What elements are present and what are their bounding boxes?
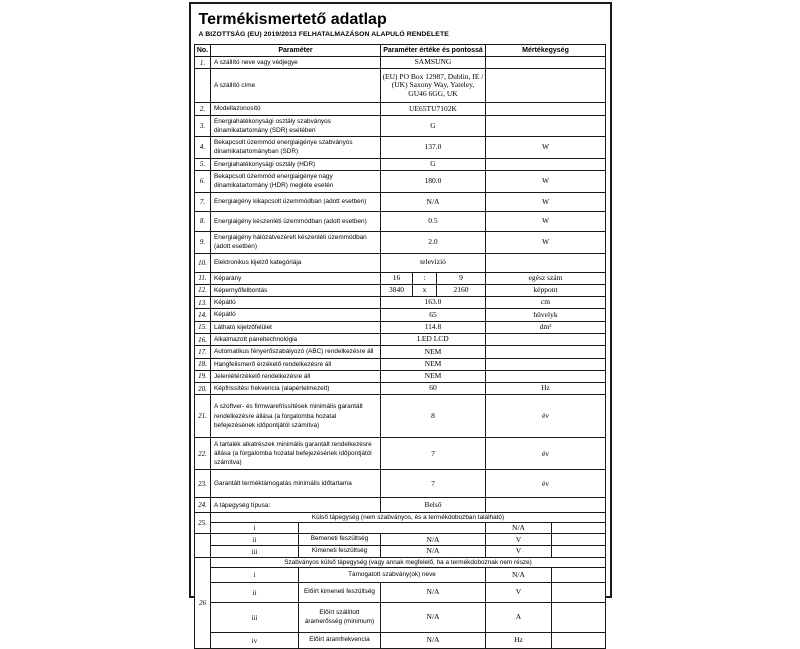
subrow-label-cell — [298, 523, 485, 534]
table-row — [194, 346, 605, 358]
parameter-label-cell: Garantált terméktámogatás minimális időtartama — [210, 470, 380, 498]
unit-cell: A — [486, 603, 552, 633]
table-row — [194, 333, 605, 345]
table-row — [194, 211, 605, 231]
row-number-cell: 6. — [194, 170, 210, 192]
unit-cell: Hz — [486, 633, 552, 649]
table-row — [194, 498, 605, 513]
row-number-cell: 2. — [194, 103, 210, 115]
parameter-value-cell: Belső — [380, 498, 485, 513]
subrow-index-cell: iv — [210, 633, 298, 649]
parameter-value-cell: 114.8 — [380, 321, 485, 333]
parameter-label-cell: Energiaigény készenléti üzemmódban (adott esetben) — [210, 211, 380, 231]
row-number-cell: 14. — [194, 309, 210, 321]
unit-cell: V — [486, 583, 552, 603]
unit-cell — [486, 57, 606, 69]
page-subtitle: A BIZOTTSÁG (EU) 2019/2013 FELHATALMAZÁSON ALAPULÓ RENDELETE — [198, 31, 449, 38]
subrow-index-cell: i — [210, 568, 298, 583]
parameter-label-cell: Látható kijelzőfelület — [210, 321, 380, 333]
parameter-value-cell: NEM — [380, 358, 485, 370]
parameter-label-cell: Jelenlétérzékelő rendelkezésre áll — [210, 370, 380, 382]
row-number-cell: 18. — [194, 358, 210, 370]
parameter-label-cell: Képernyőfelbontás — [210, 284, 380, 296]
parameter-label-cell: A tápegység típusa: — [210, 498, 380, 513]
table-row — [194, 370, 605, 382]
table-row — [194, 115, 605, 137]
parameter-label-cell: Energiaigény hálózatvezérelt készenléti üzemmódban (adott esetben) — [210, 231, 380, 253]
unit-cell — [486, 253, 606, 272]
table-row — [194, 231, 605, 253]
unit-cell: év — [486, 395, 606, 438]
unit-cell — [486, 498, 606, 513]
parameter-label-cell: Alkalmazott paneltechnológia — [210, 333, 380, 345]
unit-cell — [486, 333, 606, 345]
parameter-value-cell: 137.0 — [380, 137, 485, 159]
table-row — [194, 309, 605, 321]
subrow-label-cell: Előírt kimeneti feszültség — [298, 583, 380, 603]
parameter-value-cell: 180.0 — [380, 170, 485, 192]
table-header-row — [194, 45, 605, 57]
row-number-cell: 8. — [194, 211, 210, 231]
parameter-value-cell: televízió — [380, 253, 485, 272]
subrow-label-cell: Előírt áramfrekvencia — [298, 633, 380, 649]
parameter-value-cell: x — [412, 284, 436, 296]
subrow-value-cell: N/A — [380, 633, 485, 649]
row-number-cell: 3. — [194, 115, 210, 137]
row-number-cell: 9. — [194, 231, 210, 253]
table-row — [194, 103, 605, 115]
subrow-label-cell: Támogatott szabvány(ok) neve — [298, 568, 485, 583]
row-number-cell: 23. — [194, 470, 210, 498]
table-row — [194, 395, 605, 438]
empty-cell — [552, 603, 606, 633]
product-fiche-page — [189, 2, 612, 645]
row-number-cell: 16. — [194, 333, 210, 345]
row-number-cell: 10. — [194, 253, 210, 272]
block-header-cell: Szabványos külső tápegység (vagy annak megfelelő, ha a termékdoboznak nem része) — [210, 558, 605, 568]
parameter-value-cell: 65 — [380, 309, 485, 321]
block-header-row — [194, 513, 605, 523]
table-row — [194, 383, 605, 395]
subrow-value-cell: N/A — [380, 603, 485, 633]
row-number-cell: 4. — [194, 137, 210, 159]
parameter-value-cell: UE65TU7102K — [380, 103, 485, 115]
table-row — [194, 253, 605, 272]
parameter-label-cell: A tartalék alkatrészek minimális garantált rendelkezésre állása (a forgalomba hozatal befejezésének időpontjától számítva) — [210, 438, 380, 470]
empty-cell — [552, 568, 606, 583]
unit-cell: egész szám — [486, 272, 606, 284]
subrow-value-cell: N/A — [486, 568, 552, 583]
table-row — [194, 69, 605, 103]
subrow-index-cell: ii — [210, 583, 298, 603]
subrow-label-cell: Bemeneti feszültség — [298, 534, 380, 546]
unit-cell — [486, 158, 606, 170]
parameter-value-cell: SAMSUNG — [380, 57, 485, 69]
parameter-label-cell: Képátló — [210, 297, 380, 309]
parameter-value-cell: G — [380, 158, 485, 170]
table-row — [194, 192, 605, 211]
table-row — [194, 272, 605, 284]
parameter-value-cell: 2.0 — [380, 231, 485, 253]
parameter-value-cell: 7 — [380, 438, 485, 470]
empty-cell — [552, 546, 606, 558]
unit-cell: W — [486, 170, 606, 192]
block-sub-row — [194, 546, 605, 558]
parameter-value-cell: : — [412, 272, 436, 284]
parameter-label-cell: Automatikus fényerőszabályozó (ABC) rendelkezésre áll — [210, 346, 380, 358]
parameter-value-cell: NEM — [380, 370, 485, 382]
table-row — [194, 158, 605, 170]
block-sub-row — [194, 568, 605, 583]
block-header-row — [194, 558, 605, 568]
subrow-value-cell: N/A — [380, 546, 485, 558]
block-sub-row — [194, 534, 605, 546]
subrow-index-cell: ii — [210, 534, 298, 546]
row-number-cell: 17. — [194, 346, 210, 358]
row-number-cell — [194, 69, 210, 103]
unit-cell: képpont — [486, 284, 606, 296]
unit-cell: év — [486, 438, 606, 470]
unit-cell — [486, 370, 606, 382]
page-title: Termékismertető adatlap — [198, 11, 387, 28]
empty-cell — [552, 523, 606, 534]
parameter-label-cell: Hangfelismerő érzékelő rendelkezésre áll — [210, 358, 380, 370]
unit-cell: W — [486, 231, 606, 253]
parameter-label-cell: Képarány — [210, 272, 380, 284]
row-number-cell: 12. — [194, 284, 210, 296]
row-number-cell: 1. — [194, 57, 210, 69]
parameter-value-cell: (EU) PO Box 12987, Dublin, IE / (UK) Saxony Way, Yateley, GU46 6GG, UK — [380, 69, 485, 103]
table-row — [194, 137, 605, 159]
row-number-cell: 24. — [194, 498, 210, 513]
subrow-value-cell: N/A — [380, 583, 485, 603]
block-sub-row — [194, 523, 605, 534]
subrow-value-cell: N/A — [486, 523, 552, 534]
subrow-label-cell: Előírt szállított áramerősség (minimum) — [298, 603, 380, 633]
empty-cell — [552, 534, 606, 546]
header-unit: Mértékegység — [486, 45, 606, 57]
parameter-value-cell: 60 — [380, 383, 485, 395]
table-row — [194, 170, 605, 192]
unit-cell: cm — [486, 297, 606, 309]
parameter-value-cell: 2160 — [436, 284, 485, 296]
parameter-label-cell: Képfrissítési frekvencia (alapértelmezett) — [210, 383, 380, 395]
parameter-value-cell: N/A — [380, 192, 485, 211]
row-number-cell: 7. — [194, 192, 210, 211]
header-value: Paraméter értéke és pontossá — [380, 45, 485, 57]
parameter-label-cell: Elektronikus kijelző kategóriája — [210, 253, 380, 272]
empty-cell — [552, 633, 606, 649]
row-number-cell: 20. — [194, 383, 210, 395]
block-sub-row — [194, 583, 605, 603]
unit-cell: Hz — [486, 383, 606, 395]
parameter-label-cell: A szállító neve vagy védjegye — [210, 57, 380, 69]
unit-cell — [486, 346, 606, 358]
unit-cell: dm² — [486, 321, 606, 333]
row-number-cell: 15. — [194, 321, 210, 333]
parameter-value-cell: 163.0 — [380, 297, 485, 309]
unit-cell: V — [486, 546, 552, 558]
parameter-value-cell: 0.5 — [380, 211, 485, 231]
block-header-cell: Külső tápegység (nem szabványos, és a termékdobozban található) — [210, 513, 605, 523]
unit-cell — [486, 358, 606, 370]
table-row — [194, 57, 605, 69]
block-sub-row — [194, 633, 605, 649]
unit-cell — [486, 69, 606, 103]
header-no: No. — [194, 45, 210, 57]
parameter-value-cell: G — [380, 115, 485, 137]
subrow-index-cell: iii — [210, 546, 298, 558]
unit-cell — [486, 115, 606, 137]
parameter-label-cell: Energiahatékonysági osztály (HDR) — [210, 158, 380, 170]
parameter-label-cell: Energiaigény kikapcsolt üzemmódban (adott esetben) — [210, 192, 380, 211]
block-sub-row — [194, 603, 605, 633]
parameter-label-cell: Energiahatékonysági osztály szabványos dinamikatartomány (SDR) esetében — [210, 115, 380, 137]
table-row — [194, 438, 605, 470]
subrow-index-cell: iii — [210, 603, 298, 633]
unit-cell: hüvelyk — [486, 309, 606, 321]
table-row — [194, 470, 605, 498]
parameter-value-cell: 8 — [380, 395, 485, 438]
unit-cell: W — [486, 211, 606, 231]
row-number-cell: 13. — [194, 297, 210, 309]
parameter-label-cell: Bekapcsolt üzemmód energiaigénye nagy dinamikatartomány (HDR) megléte esetén — [210, 170, 380, 192]
unit-cell: W — [486, 137, 606, 159]
parameter-label-cell: A szállító címe — [210, 69, 380, 103]
parameter-value-cell: LED LCD — [380, 333, 485, 345]
row-number-cell — [194, 534, 210, 558]
subrow-label-cell: Kimeneti feszültség — [298, 546, 380, 558]
parameter-value-cell: NEM — [380, 346, 485, 358]
subrow-index-cell: i — [210, 523, 298, 534]
row-number-cell: 26 — [194, 558, 210, 649]
table-row — [194, 321, 605, 333]
unit-cell: év — [486, 470, 606, 498]
row-number-cell: 21. — [194, 395, 210, 438]
unit-cell: V — [486, 534, 552, 546]
row-number-cell: 11. — [194, 272, 210, 284]
product-info-table — [194, 44, 606, 649]
parameter-label-cell: Bekapcsolt üzemmód energiaigénye szabványos dinamikatartományban (SDR) — [210, 137, 380, 159]
subrow-value-cell: N/A — [380, 534, 485, 546]
table-row — [194, 358, 605, 370]
parameter-value-cell: 3840 — [380, 284, 412, 296]
parameter-label-cell: Képátló — [210, 309, 380, 321]
header-parameter: Paraméter — [210, 45, 380, 57]
parameter-value-cell: 9 — [436, 272, 485, 284]
unit-cell: W — [486, 192, 606, 211]
parameter-value-cell: 16 — [380, 272, 412, 284]
parameter-label-cell: Modellazonosító — [210, 103, 380, 115]
empty-cell — [552, 583, 606, 603]
row-number-cell: 25. — [194, 513, 210, 534]
row-number-cell: 19. — [194, 370, 210, 382]
row-number-cell: 5. — [194, 158, 210, 170]
table-row — [194, 297, 605, 309]
table-row — [194, 284, 605, 296]
unit-cell — [486, 103, 606, 115]
parameter-value-cell: 7 — [380, 470, 485, 498]
row-number-cell: 22. — [194, 438, 210, 470]
parameter-label-cell: A szoftver- és firmwarefrissítések minimális garantált rendelkezésre állása (a forgalomba hozatal befejezésének időpontjától számítva) — [210, 395, 380, 438]
